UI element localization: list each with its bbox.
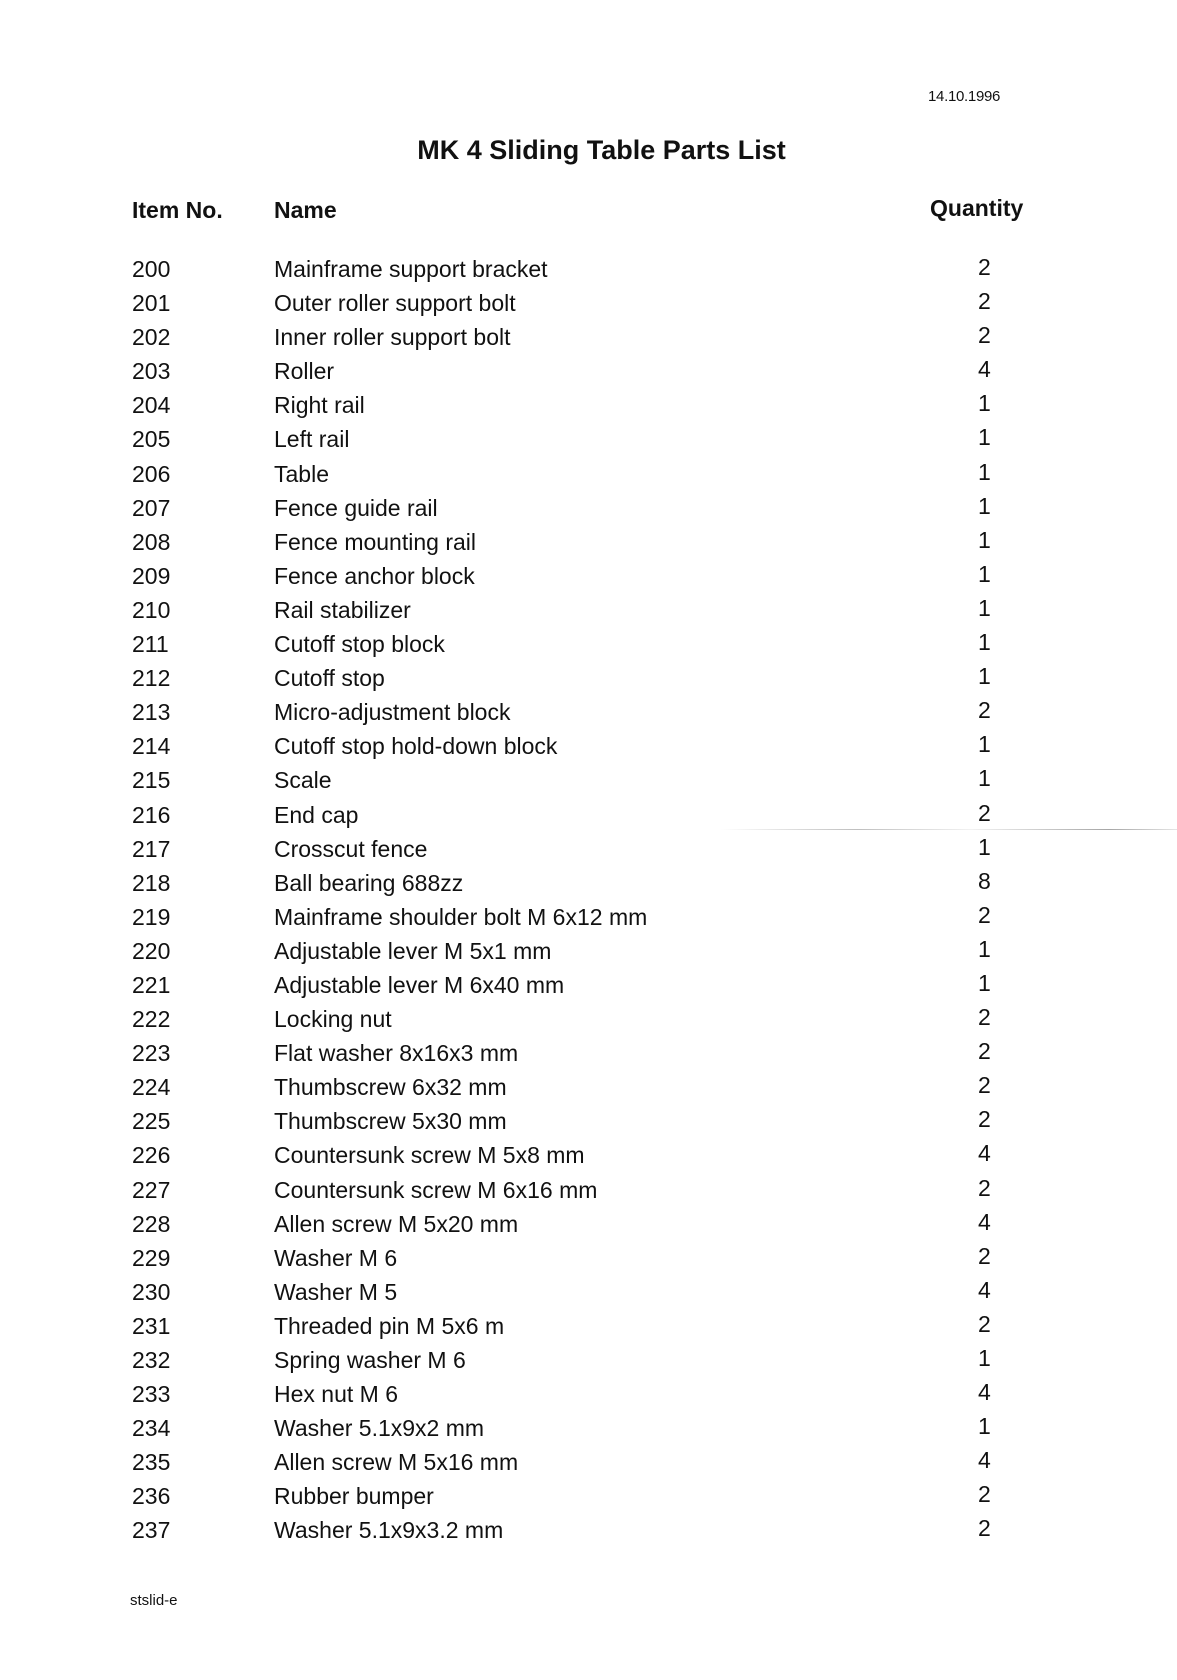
table-row <box>0 426 1177 460</box>
part-quantity: 2 <box>978 1481 991 1508</box>
part-quantity: 2 <box>978 254 991 280</box>
part-quantity: 2 <box>978 322 991 349</box>
part-name: Allen screw M 5x20 mm <box>274 1210 519 1237</box>
item-number: 216 <box>132 801 171 828</box>
part-quantity: 2 <box>978 1310 991 1337</box>
part-name: Cutoff stop hold-down block <box>274 733 558 760</box>
item-number: 213 <box>132 699 171 726</box>
part-quantity: 2 <box>978 1004 991 1031</box>
part-name: Allen screw M 5x16 mm <box>274 1449 519 1476</box>
part-quantity: 1 <box>978 526 991 553</box>
column-header-quantity: Quantity <box>930 195 1024 221</box>
part-name: Left rail <box>274 426 350 453</box>
part-name: Outer roller support bolt <box>274 290 516 317</box>
page-title: MK 4 Sliding Table Parts List <box>417 135 786 165</box>
item-number: 204 <box>132 392 171 419</box>
table-header <box>0 197 1177 229</box>
part-quantity: 8 <box>978 867 991 894</box>
table-row <box>0 1276 1177 1313</box>
table-row <box>0 699 1177 733</box>
table-row <box>0 290 1177 324</box>
item-number: 225 <box>132 1108 171 1135</box>
item-number: 201 <box>132 290 171 317</box>
item-number: 223 <box>132 1040 171 1067</box>
item-number: 236 <box>132 1483 171 1510</box>
part-name: Mainframe support bracket <box>274 256 548 282</box>
item-number: 219 <box>132 903 171 930</box>
part-quantity: 2 <box>978 288 991 315</box>
part-name: Micro-adjustment block <box>274 699 511 726</box>
part-quantity: 2 <box>978 901 991 928</box>
part-name: Fence guide rail <box>274 494 438 521</box>
item-number: 215 <box>132 767 171 794</box>
item-number: 222 <box>132 1006 171 1033</box>
item-number: 231 <box>132 1312 171 1339</box>
part-name: Cutoff stop <box>274 665 385 692</box>
item-number: 235 <box>132 1449 171 1476</box>
item-number: 203 <box>132 358 171 385</box>
item-number: 224 <box>132 1074 171 1101</box>
part-name: End cap <box>274 801 359 828</box>
table-row <box>0 256 1177 290</box>
table-row <box>0 492 1177 529</box>
scan-artifact-line <box>720 829 1177 830</box>
item-number: 229 <box>132 1244 171 1271</box>
table-row <box>0 1449 1177 1483</box>
document-date: 14.10.1996 <box>928 88 1001 105</box>
part-name: Scale <box>274 767 332 794</box>
item-number: 217 <box>132 835 171 862</box>
part-name: Washer M 5 <box>274 1278 398 1305</box>
table-row <box>0 1381 1177 1415</box>
item-number: 205 <box>132 426 171 453</box>
part-quantity: 4 <box>978 1379 991 1406</box>
part-name: Thumbscrew 6x32 mm <box>274 1074 507 1101</box>
table-row <box>0 1174 1177 1211</box>
part-quantity: 1 <box>978 969 991 996</box>
table-row <box>0 1040 1177 1074</box>
item-number: 234 <box>132 1415 171 1442</box>
item-number: 226 <box>132 1142 171 1169</box>
item-number: 230 <box>132 1278 171 1305</box>
table-row <box>0 392 1177 426</box>
part-quantity: 2 <box>978 1242 991 1269</box>
table-row <box>0 1347 1177 1381</box>
table-row <box>0 1242 1177 1279</box>
table-row <box>0 1517 1177 1551</box>
part-name: Countersunk screw M 6x16 mm <box>274 1176 598 1203</box>
part-name: Ball bearing 688zz <box>274 869 464 896</box>
table-row <box>0 969 1177 1006</box>
part-name: Adjustable lever M 5x1 mm <box>274 937 552 964</box>
part-quantity: 2 <box>978 1174 991 1201</box>
part-quantity: 2 <box>978 697 991 724</box>
part-name: Threaded pin M 5x6 m <box>274 1312 505 1339</box>
table-row <box>0 458 1177 495</box>
table-row <box>0 665 1177 699</box>
part-name: Washer 5.1x9x3.2 mm <box>274 1517 504 1544</box>
part-name: Countersunk screw M 5x8 mm <box>274 1142 585 1169</box>
part-quantity: 1 <box>978 492 991 519</box>
table-row <box>0 1142 1177 1176</box>
part-name: Thumbscrew 5x30 mm <box>274 1108 507 1135</box>
part-quantity: 1 <box>978 663 991 690</box>
table-row <box>0 358 1177 392</box>
part-name: Rubber bumper <box>274 1483 434 1510</box>
item-number: 220 <box>132 937 171 964</box>
part-quantity: 1 <box>978 1345 991 1371</box>
table-row <box>0 935 1177 972</box>
parts-table <box>0 256 1177 1552</box>
item-number: 200 <box>132 256 171 282</box>
item-number: 218 <box>132 869 171 896</box>
part-name: Cutoff stop block <box>274 631 445 658</box>
table-row <box>0 733 1177 767</box>
item-number: 202 <box>132 324 171 351</box>
table-row <box>0 1074 1177 1108</box>
part-quantity: 2 <box>978 1072 991 1099</box>
table-row <box>0 767 1177 801</box>
item-number: 233 <box>132 1381 171 1408</box>
table-row <box>0 631 1177 665</box>
part-name: Rail stabilizer <box>274 596 411 623</box>
part-quantity: 1 <box>978 1413 991 1440</box>
part-quantity: 1 <box>978 390 991 417</box>
part-quantity: 1 <box>978 560 991 587</box>
part-quantity: 1 <box>978 935 991 962</box>
table-row <box>0 1006 1177 1040</box>
part-name: Hex nut M 6 <box>274 1381 398 1408</box>
table-row <box>0 867 1177 904</box>
part-quantity: 4 <box>978 1140 991 1167</box>
table-row <box>0 1310 1177 1347</box>
table-row <box>0 1415 1177 1449</box>
part-quantity: 4 <box>978 1208 991 1235</box>
item-number: 214 <box>132 733 171 760</box>
part-quantity: 1 <box>978 424 991 451</box>
part-name: Fence anchor block <box>274 562 475 589</box>
part-quantity: 1 <box>978 765 991 792</box>
table-row <box>0 1483 1177 1517</box>
item-number: 208 <box>132 528 171 555</box>
part-name: Adjustable lever M 6x40 mm <box>274 971 565 998</box>
part-name: Table <box>274 460 329 487</box>
part-name: Inner roller support bolt <box>274 324 511 351</box>
part-quantity: 2 <box>978 1515 991 1542</box>
part-name: Mainframe shoulder bolt M 6x12 mm <box>274 903 648 930</box>
part-name: Locking nut <box>274 1006 392 1033</box>
table-row <box>0 799 1177 836</box>
item-number: 221 <box>132 971 171 998</box>
part-name: Washer 5.1x9x2 mm <box>274 1415 485 1442</box>
table-row <box>0 594 1177 631</box>
part-quantity: 4 <box>978 1447 991 1474</box>
part-quantity: 1 <box>978 833 991 860</box>
part-name: Right rail <box>274 392 365 419</box>
document-footer-code: stslid-e <box>130 1592 178 1609</box>
item-number: 227 <box>132 1176 171 1203</box>
part-name: Roller <box>274 358 335 385</box>
table-row <box>0 901 1177 938</box>
item-number: 209 <box>132 562 171 589</box>
column-header-item-no: Item No. <box>132 197 223 223</box>
part-name: Crosscut fence <box>274 835 428 862</box>
item-number: 232 <box>132 1347 171 1373</box>
part-quantity: 4 <box>978 356 991 383</box>
table-row <box>0 1208 1177 1245</box>
table-row <box>0 526 1177 563</box>
part-quantity: 4 <box>978 1276 991 1303</box>
part-name: Washer M 6 <box>274 1244 398 1271</box>
part-quantity: 2 <box>978 1106 991 1133</box>
part-name: Flat washer 8x16x3 mm <box>274 1040 519 1067</box>
item-number: 228 <box>132 1210 171 1237</box>
item-number: 207 <box>132 494 171 521</box>
part-quantity: 2 <box>978 1038 991 1065</box>
table-row <box>0 1108 1177 1142</box>
part-quantity: 2 <box>978 799 991 826</box>
part-name: Spring washer M 6 <box>274 1347 466 1373</box>
item-number: 237 <box>132 1517 171 1544</box>
table-row <box>0 560 1177 597</box>
column-header-name: Name <box>274 197 337 223</box>
part-quantity: 1 <box>978 594 991 621</box>
table-row <box>0 324 1177 358</box>
item-number: 206 <box>132 460 171 487</box>
table-row <box>0 833 1177 870</box>
item-number: 210 <box>132 596 171 623</box>
part-name: Fence mounting rail <box>274 528 476 555</box>
item-number: 212 <box>132 665 171 692</box>
item-number: 211 <box>132 631 169 658</box>
part-quantity: 1 <box>978 731 991 758</box>
part-quantity: 1 <box>978 629 991 656</box>
part-quantity: 1 <box>978 458 991 485</box>
